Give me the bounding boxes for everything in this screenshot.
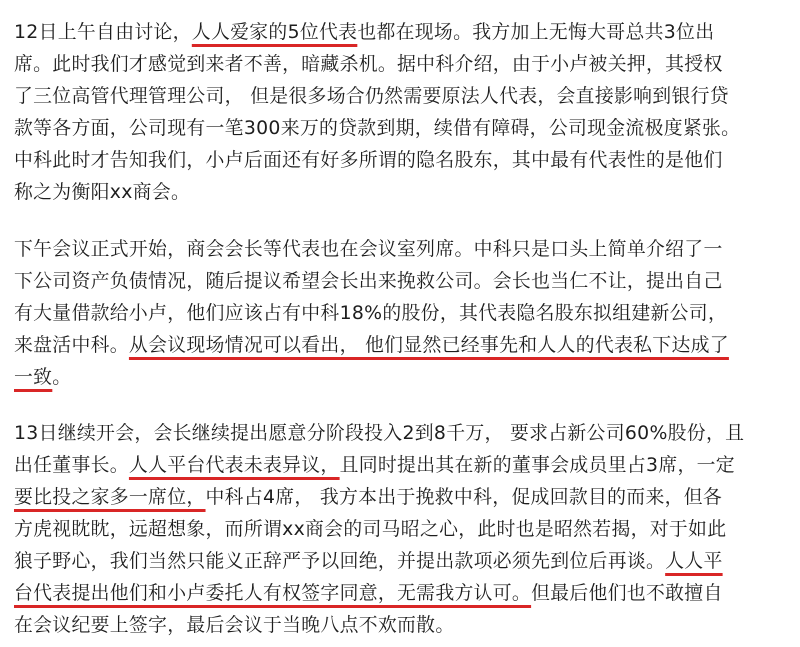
text-line bbox=[14, 16, 788, 48]
text-line bbox=[14, 233, 788, 265]
text-line bbox=[14, 265, 788, 297]
text-line bbox=[14, 176, 788, 208]
text-line bbox=[14, 481, 788, 513]
text-segment: 下公司资产负债情况，随后提议希望会长出来挽救公司。会长也当仁不让，提出自己 bbox=[14, 270, 723, 292]
text-segment: 中科此时才告知我们，小卢后面还有好多所谓的隐名股东，其中最有代表性的是他们 bbox=[14, 149, 723, 171]
text-line bbox=[14, 297, 788, 329]
paragraph-day13 bbox=[14, 417, 794, 641]
text-segment: 席。此时我们才感觉到来者不善，暗藏杀机。据中科介绍，由于小卢被关押，其授权 bbox=[14, 53, 723, 75]
text-line bbox=[14, 48, 788, 80]
text-segment: 方虎视眈眈，远超想象，而所谓xx商会的司马昭之心，此时也是昭然若揭，对于如此 bbox=[14, 518, 727, 540]
highlighted-text: 台代表提出他们和小卢委托人有权签字同意，无需我方认可。 bbox=[14, 582, 532, 604]
text-line bbox=[14, 513, 788, 545]
text-line bbox=[14, 361, 788, 393]
highlighted-text: 一致 bbox=[14, 366, 53, 388]
text-segment: 狼子野心，我们当然只能义正辞严予以回绝，并提出款项必须先到位后再谈。 bbox=[14, 550, 666, 572]
text-segment: 下午会议正式开始，商会会长等代表也在会议室列席。中科只是口头上简单介绍了一 bbox=[14, 238, 723, 260]
text-segment: 。 bbox=[52, 366, 72, 388]
text-segment: 有大量借款给小卢，他们应该占有中科18%的股份，其代表隐名股东拟组建新公司， bbox=[14, 302, 728, 324]
text-line bbox=[14, 577, 788, 609]
highlighted-text: 从会议现场情况可以看出， 他们显然已经事先和人人的代表私下达成了 bbox=[128, 334, 729, 356]
paragraph-day12-afternoon bbox=[14, 233, 794, 393]
text-line bbox=[14, 545, 788, 577]
text-line bbox=[14, 112, 788, 144]
text-segment: 出任董事长。 bbox=[14, 454, 129, 476]
text-line bbox=[14, 609, 788, 641]
text-segment: 了三位高管代理管理公司， 但是很多场合仍然需要原法人代表，会直接影响到银行贷 bbox=[14, 85, 729, 107]
text-line bbox=[14, 417, 788, 449]
text-segment: 也都在现场。我方加上无悔大哥总共3位出 bbox=[357, 21, 715, 43]
paragraph-day12-morning bbox=[14, 16, 794, 208]
text-segment: 但最后他们也不敢擅自 bbox=[531, 582, 723, 604]
text-segment: 12日上午自由讨论， bbox=[14, 21, 192, 43]
highlighted-text: 人人爱家的5位代表 bbox=[191, 21, 358, 43]
text-segment: 称之为衡阳xx商会。 bbox=[14, 181, 191, 203]
text-line bbox=[14, 449, 788, 481]
highlighted-text: 人人平台代表未表异议， bbox=[128, 454, 340, 476]
text-line bbox=[14, 144, 788, 176]
text-line bbox=[14, 329, 788, 361]
text-segment: 中科占4席， 我方本出于挽救中科，促成回款目的而来，但各 bbox=[205, 486, 723, 508]
text-line bbox=[14, 80, 788, 112]
highlighted-text: 要比投之家多一席位， bbox=[14, 486, 206, 508]
text-segment: 在会议纪要上签字，最后会议于当晚八点不欢而散。 bbox=[14, 614, 455, 636]
highlighted-text: 人人平 bbox=[665, 550, 723, 572]
text-segment: 13日继续开会，会长继续提出愿意分阶段投入2到8千万， 要求占新公司60%股份，且 bbox=[14, 422, 745, 444]
text-segment: 且同时提出其在新的董事会成员里占3席，一定 bbox=[339, 454, 735, 476]
text-segment: 款等各方面，公司现有一笔300来万的贷款到期，续借有障碍，公司现金流极度紧张。 bbox=[14, 117, 741, 139]
text-segment: 来盘活中科。 bbox=[14, 334, 129, 356]
